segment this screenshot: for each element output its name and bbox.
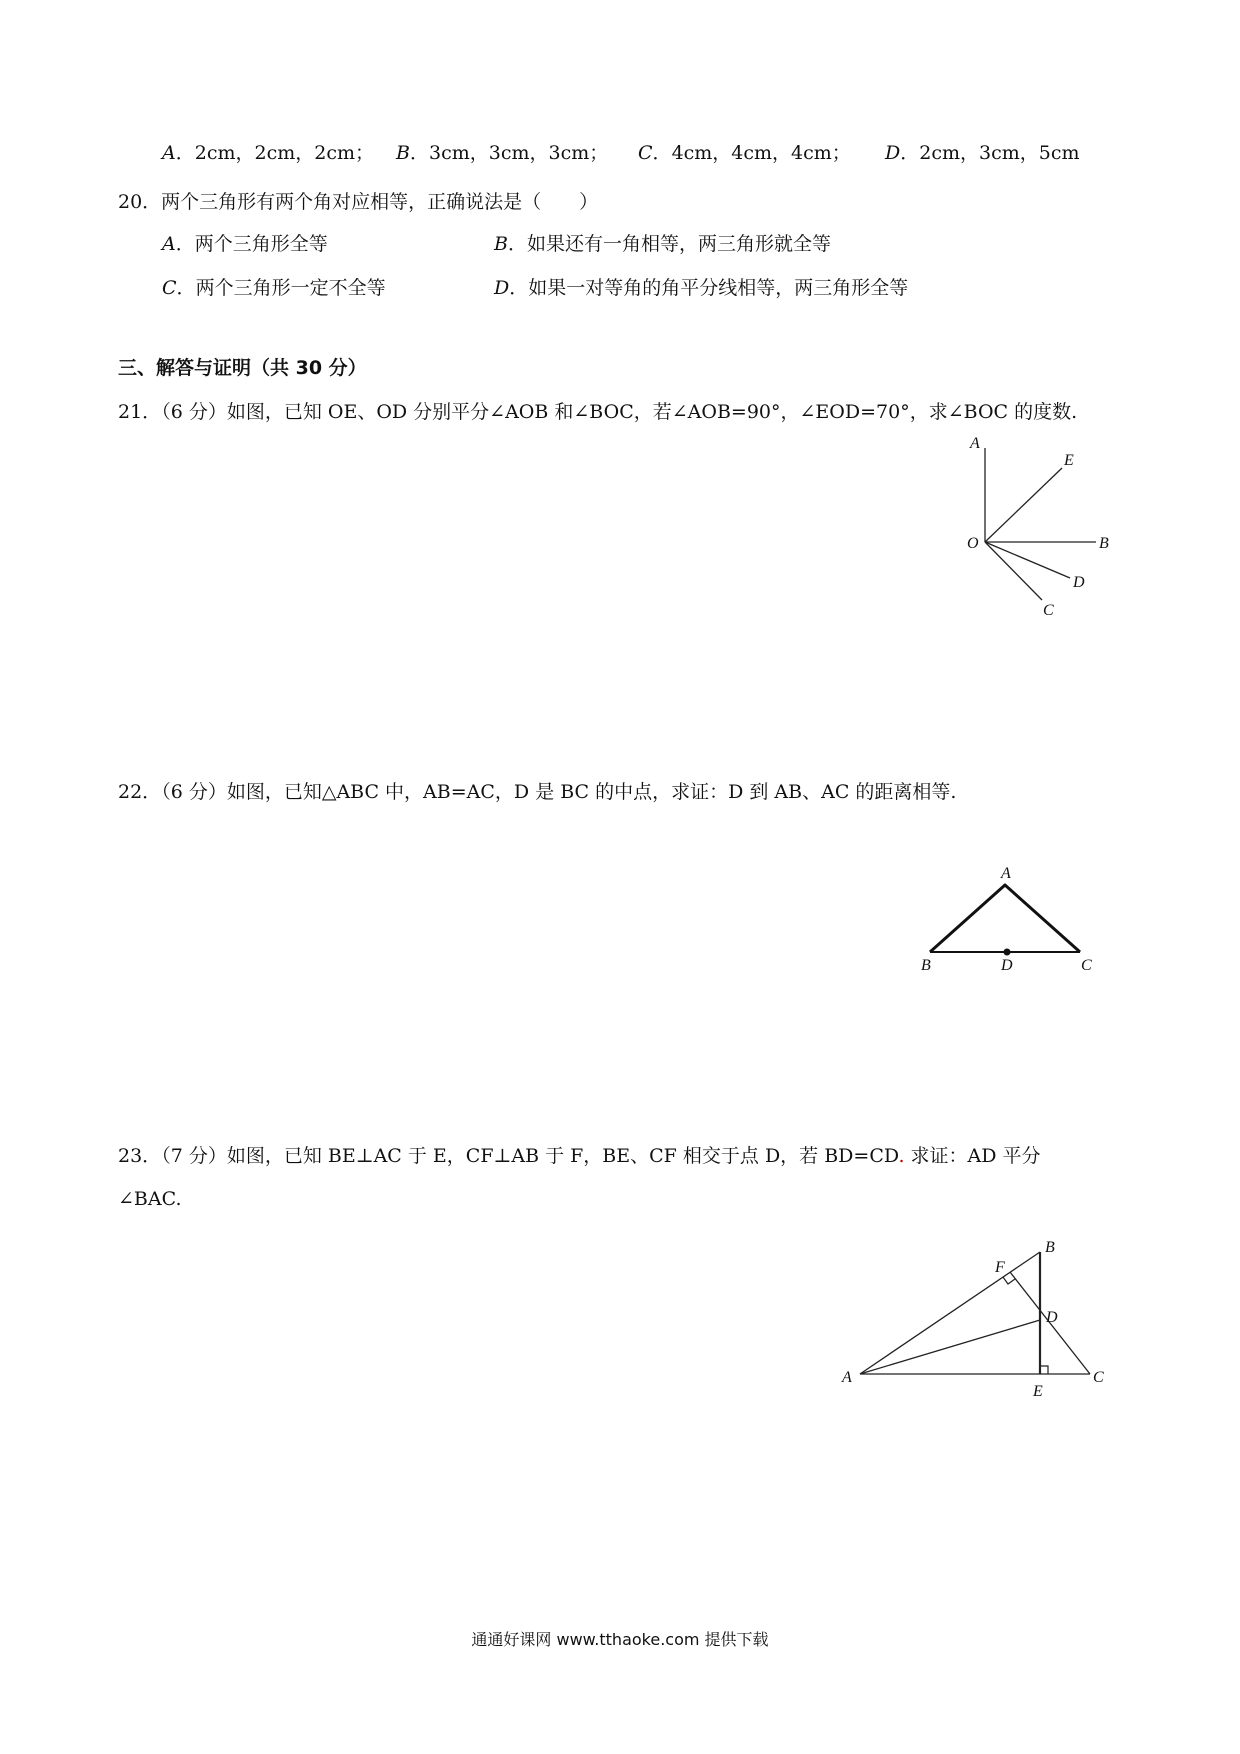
label-e: E [1064, 452, 1074, 469]
section-heading: 三、解答与证明（共 30 分） [118, 357, 367, 379]
label-a: A [970, 435, 980, 452]
question-score: （7 分） [161, 1145, 227, 1167]
option-text: 两个三角形全等 [194, 233, 328, 255]
label-c: C [1093, 1369, 1104, 1386]
ray-oe [985, 468, 1062, 542]
red-period: . [898, 1145, 905, 1167]
q19-option-c: C．4cm，4cm，4cm； [638, 142, 851, 164]
option-letter: A [162, 142, 176, 164]
option-letter: A [162, 233, 176, 255]
q22-triangle-figure [905, 860, 1125, 974]
question-score: （6 分） [161, 401, 227, 423]
q20-option-a: A．两个三角形全等 [162, 233, 328, 255]
option-text: 2cm，2cm，2cm； [194, 142, 374, 164]
label-b: B [1045, 1239, 1055, 1256]
ray-od [985, 542, 1070, 578]
segment-ad [860, 1320, 1040, 1374]
right-angle-f [1003, 1277, 1015, 1284]
option-text: 如果还有一角相等，两三角形就全等 [526, 233, 831, 255]
right-angle-e [1040, 1366, 1048, 1374]
side-ab [860, 1252, 1040, 1374]
q20-option-b: B．如果还有一角相等，两三角形就全等 [494, 233, 831, 255]
option-text: 4cm，4cm，4cm； [671, 142, 851, 164]
option-text: 3cm，3cm，3cm； [428, 142, 609, 164]
page-footer: 通通好课网 www.tthaoke.com 提供下载 [471, 1630, 769, 1649]
question-score: （6 分） [161, 781, 227, 803]
label-o: O [967, 535, 979, 552]
label-c: C [1081, 957, 1092, 970]
q22-text [118, 780, 956, 804]
question-body-end: 求证：AD 平分 [904, 1145, 1041, 1167]
option-letter: D [885, 142, 901, 164]
question-body: 如图，已知△ABC 中，AB=AC，D 是 BC 的中点，求证：D 到 AB、AC 的距离相等. [226, 781, 957, 803]
q20-stem: 20．两个三角形有两个角对应相等，正确说法是（ ） [118, 191, 599, 213]
option-letter: B [494, 233, 508, 255]
label-a: A [1001, 865, 1011, 882]
question-body: 如图，已知 BE⊥AC 于 E，CF⊥AB 于 F，BE、CF 相交于点 D，若 BD=CD [226, 1145, 899, 1167]
question-number: 23． [118, 1145, 162, 1167]
label-a: A [842, 1369, 852, 1386]
label-b: B [921, 957, 931, 970]
q19-option-d: D．2cm，3cm，5cm [885, 142, 1080, 164]
option-letter: C [162, 277, 177, 299]
question-number: 21． [118, 401, 162, 423]
label-c: C [1043, 602, 1054, 619]
q23-text-line2: ∠BAC. [118, 1188, 182, 1210]
q21-angle-figure [960, 430, 1120, 634]
label-b: B [1099, 535, 1109, 552]
q19-option-a: A．2cm，2cm，2cm； [162, 142, 374, 164]
question-body: 如图，已知 OE、OD 分别平分∠AOB 和∠BOC，若∠AOB=90°，∠EOD=70°，求∠BOC 的度数. [226, 401, 1078, 423]
sides-ab-ac [930, 885, 1080, 952]
q20-option-c: C．两个三角形一定不全等 [162, 277, 386, 299]
label-d: D [1001, 957, 1013, 970]
midpoint-d [1004, 949, 1011, 956]
option-letter: D [494, 277, 510, 299]
label-d: D [1046, 1309, 1058, 1326]
option-text: 两个三角形一定不全等 [195, 277, 386, 299]
question-number: 22． [118, 781, 162, 803]
option-text: 2cm，3cm，5cm [919, 142, 1080, 164]
ray-oc [985, 542, 1042, 600]
q21-text [118, 400, 1077, 424]
option-letter: C [638, 142, 653, 164]
label-d: D [1073, 574, 1085, 591]
option-letter: B [396, 142, 410, 164]
q23-text-line1 [118, 1144, 1041, 1168]
option-text: 如果一对等角的角平分线相等，两三角形全等 [528, 277, 909, 299]
q19-option-b: B．3cm，3cm，3cm； [396, 142, 609, 164]
label-f: F [995, 1259, 1005, 1276]
q20-option-d: D．如果一对等角的角平分线相等，两三角形全等 [494, 277, 909, 299]
label-e: E [1033, 1383, 1043, 1400]
q23-triangle-figure [840, 1220, 1130, 1414]
